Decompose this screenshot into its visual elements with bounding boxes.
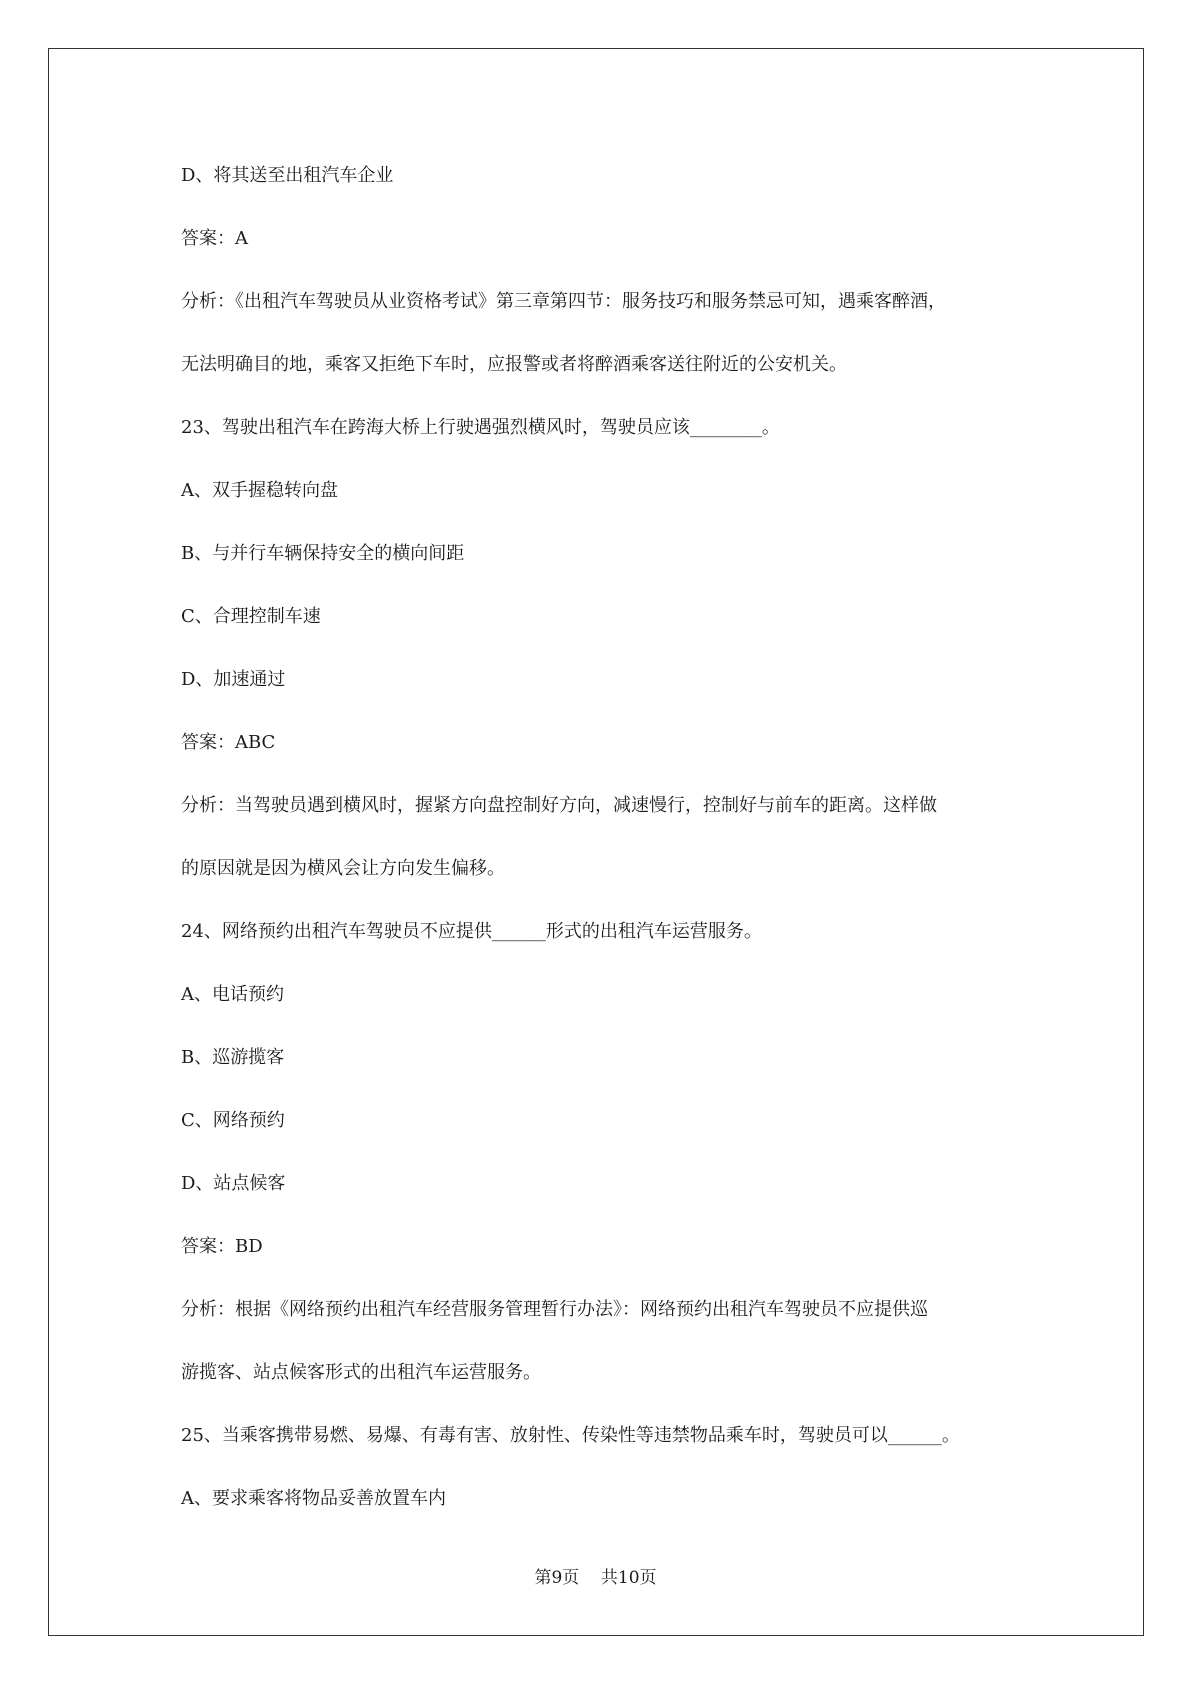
option-d-q23: D、加速通过: [181, 669, 286, 690]
page-footer: 第9页 共10页: [534, 1568, 657, 1588]
page-border: [48, 48, 1144, 1636]
option-a-q23: A、双手握稳转向盘: [181, 480, 338, 501]
option-b-q23: B、与并行车辆保持安全的横向间距: [181, 543, 465, 564]
option-b-q24: B、巡游揽客: [181, 1047, 285, 1068]
analysis-q22-line2: 无法明确目的地，乘客又拒绝下车时，应报警或者将醉酒乘客送往附近的公安机关。: [181, 354, 847, 375]
answer-q22: 答案：A: [181, 228, 248, 249]
option-a-q25: A、要求乘客将物品妥善放置车内: [181, 1488, 446, 1509]
analysis-q22-line1: 分析：《出租汽车驾驶员从业资格考试》第三章第四节：服务技巧和服务禁忌可知，遇乘客醉酒，: [181, 291, 946, 312]
answer-q24: 答案：BD: [181, 1236, 263, 1257]
question-25: 25、当乘客携带易燃、易爆、有毒有害、放射性、传染性等违禁物品乘车时，驾驶员可以______。: [181, 1425, 960, 1446]
question-23: 23、驾驶出租汽车在跨海大桥上行驶遇强烈横风时，驾驶员应该________。: [181, 417, 780, 438]
answer-q23: 答案：ABC: [181, 732, 276, 753]
analysis-q24-line2: 游揽客、站点候客形式的出租汽车运营服务。: [181, 1362, 541, 1383]
option-d-q24: D、站点候客: [181, 1173, 286, 1194]
option-d-q22: D、将其送至出租汽车企业: [181, 165, 394, 186]
option-a-q24: A、电话预约: [181, 984, 284, 1005]
option-c-q24: C、网络预约: [181, 1110, 285, 1131]
option-c-q23: C、合理控制车速: [181, 606, 321, 627]
analysis-q23-line2: 的原因就是因为横风会让方向发生偏移。: [181, 858, 505, 879]
analysis-q23-line1: 分析：当驾驶员遇到横风时，握紧方向盘控制好方向，减速慢行，控制好与前车的距离。这样做: [181, 795, 937, 816]
question-24: 24、网络预约出租汽车驾驶员不应提供______形式的出租汽车运营服务。: [181, 921, 762, 942]
analysis-q24-line1: 分析：根据《网络预约出租汽车经营服务管理暂行办法》：网络预约出租汽车驾驶员不应提供巡: [181, 1299, 928, 1320]
